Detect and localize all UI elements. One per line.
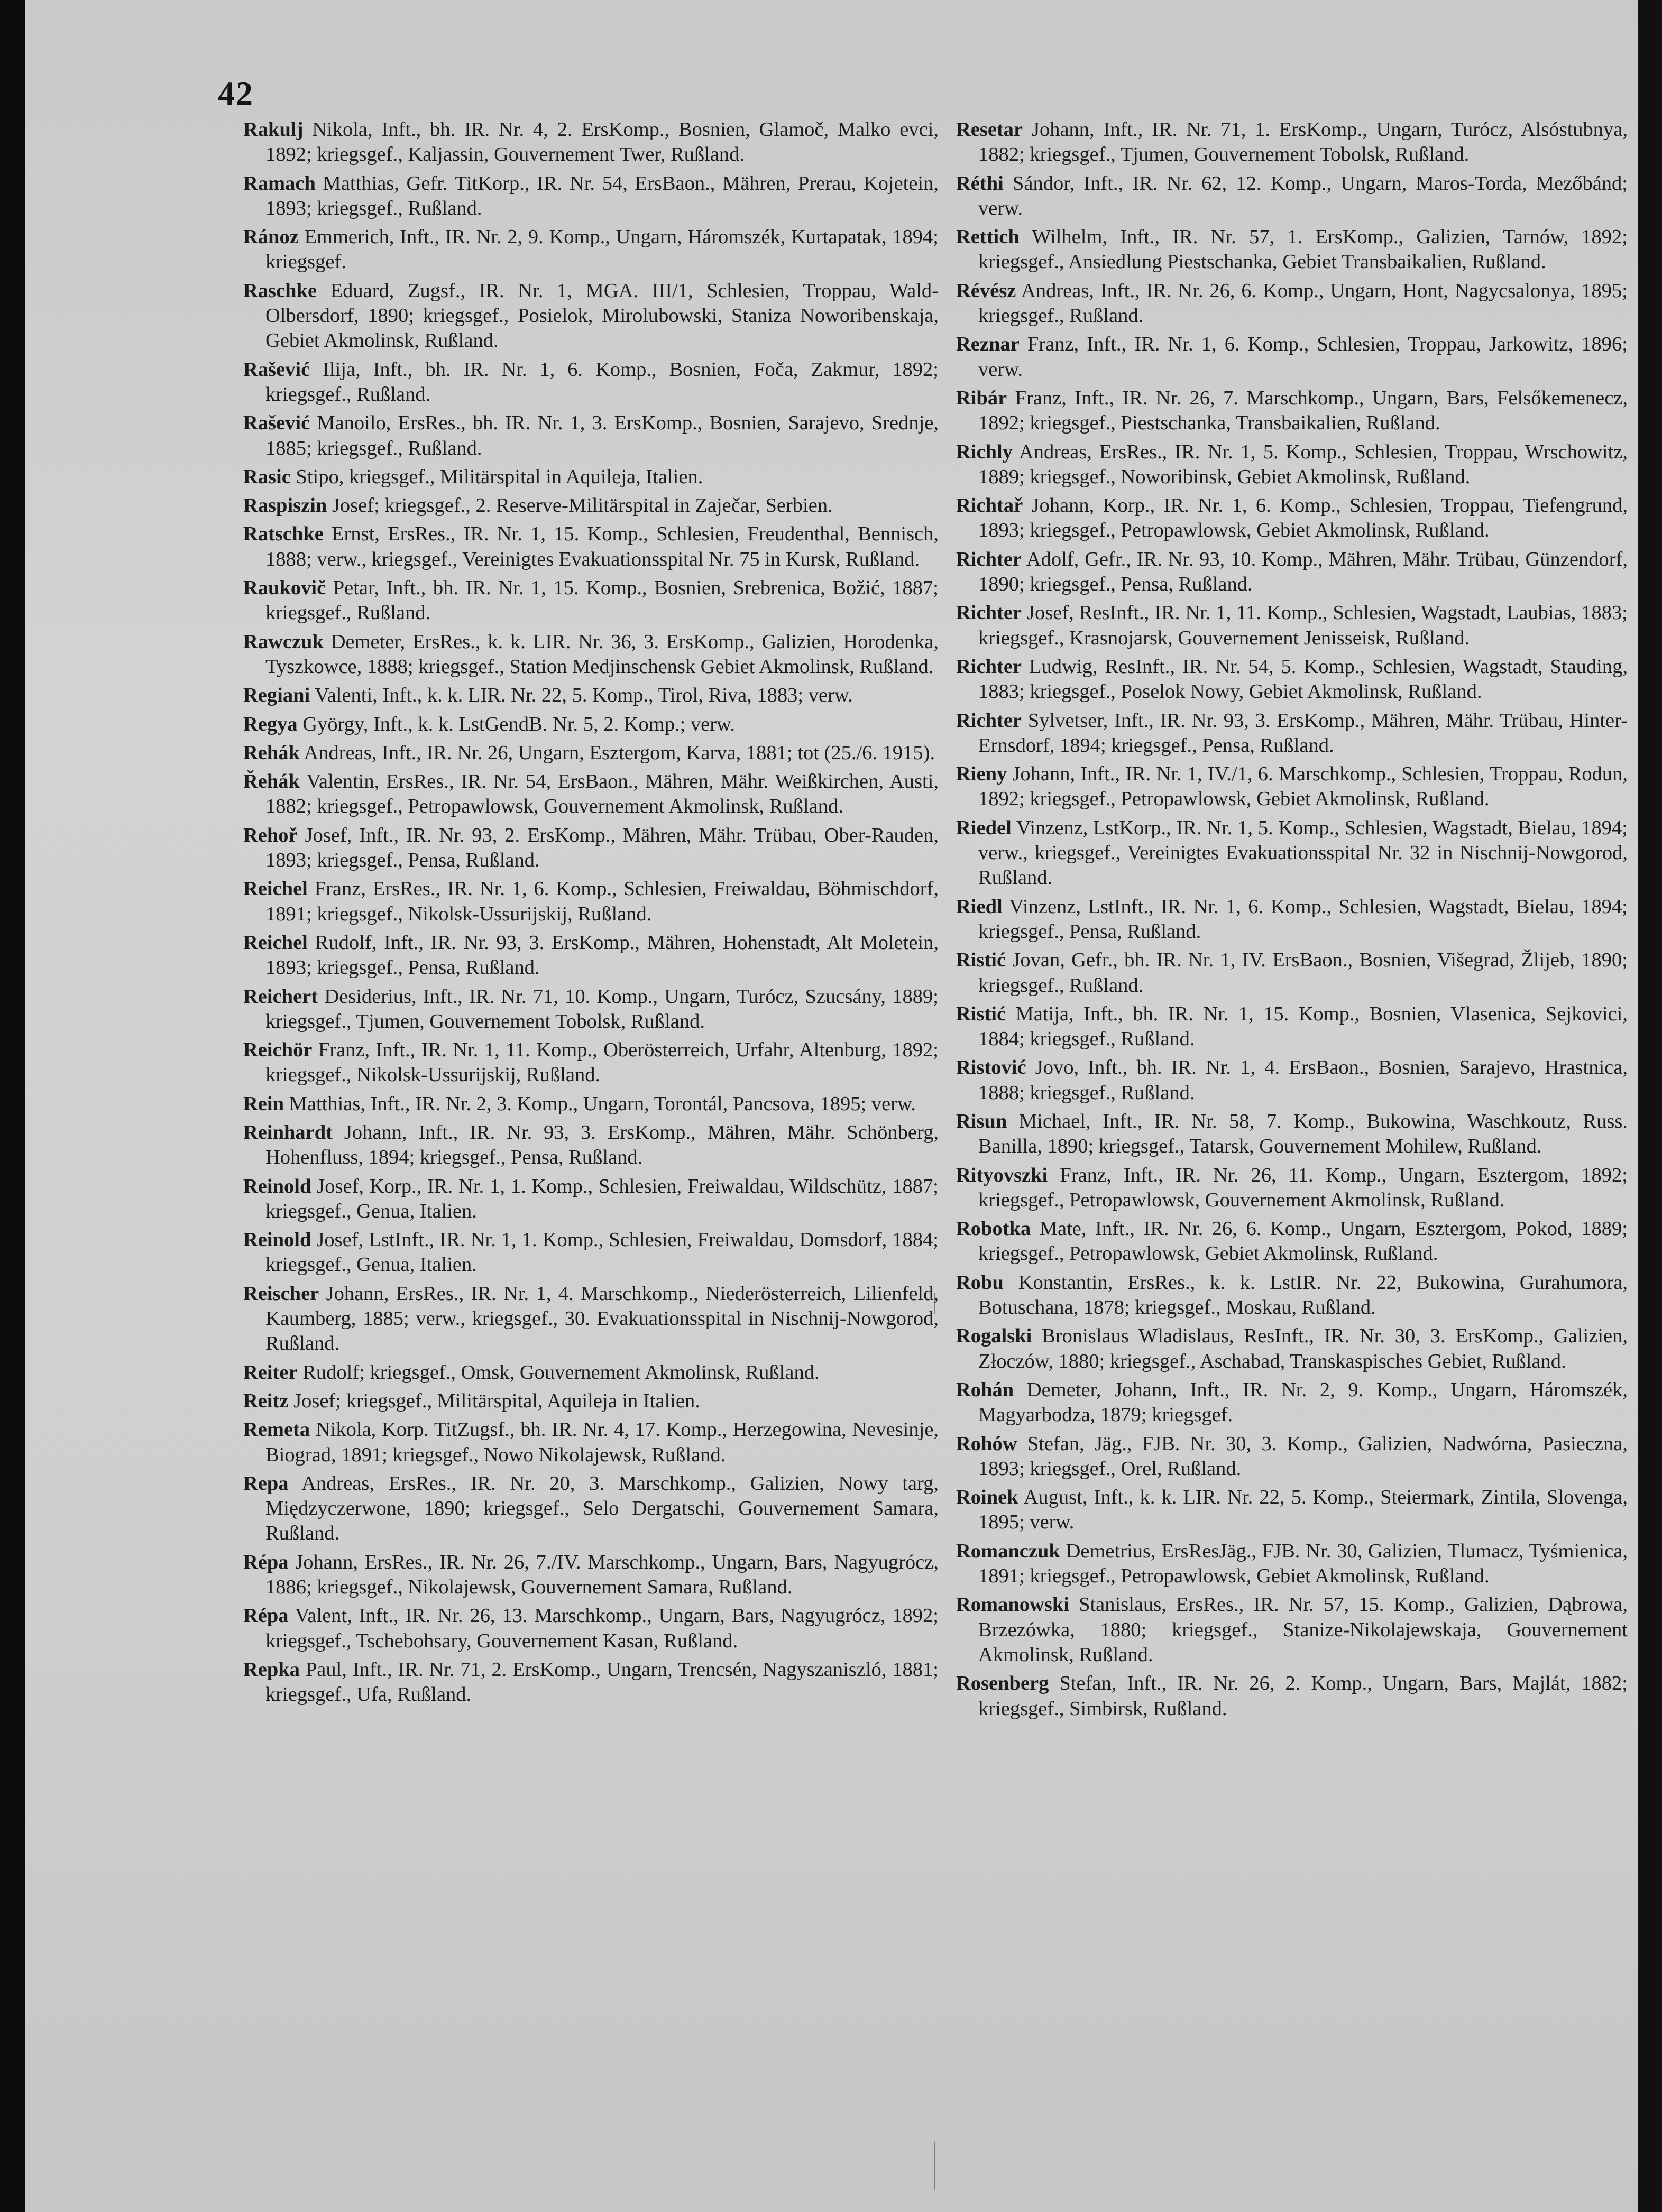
register-entry (956, 1270, 1628, 1321)
entry-details: Paul, Inft., IR. Nr. 71, 2. ErsKomp., Ungarn, Trencsén, Nagyszaniszló, 1881; kriegsgef., Ufa, Rußland. (265, 1658, 939, 1706)
register-entry (956, 117, 1628, 168)
entry-surname: Richly (956, 440, 1013, 463)
register-entry (243, 769, 939, 819)
entry-details: Franz, Inft., IR. Nr. 1, 6. Komp., Schlesien, Troppau, Jarkowitz, 1896; verw. (978, 333, 1628, 381)
register-entry (956, 1216, 1628, 1267)
entry-surname: Regiani (243, 684, 310, 707)
entry-surname: Ramach (243, 172, 316, 195)
entry-details: Rudolf, Inft., IR. Nr. 93, 3. ErsKomp., Mähren, Hohenstadt, Alt Moletein, 1893; kriegsgef., Pensa, Rußland. (265, 931, 939, 979)
entry-surname: Reinhardt (243, 1121, 333, 1144)
register-entry (956, 171, 1628, 222)
entry-details: Johann, Inft., IR. Nr. 93, 3. ErsKomp., Mähren, Mähr. Schönberg, Hohenfluss, 1894; kriegsgef., Pensa, Rußland. (265, 1121, 939, 1169)
right-column (956, 117, 1628, 1725)
entry-surname: Rityovszki (956, 1164, 1048, 1186)
register-entry (243, 279, 939, 354)
register-entry (956, 655, 1628, 705)
entry-details: Vinzenz, LstKorp., IR. Nr. 1, 5. Komp., Schlesien, Wagstadt, Bielau, 1894; verw., kriegsgef., Vereinigtes Evakuationsspital Nr. 32 in Nischnij-Nowgorod, Rußland. (978, 816, 1628, 889)
entry-details: Demeter, ErsRes., k. k. LIR. Nr. 36, 3. ErsKomp., Galizien, Horodenka, Tyszkowce, 1888; kriegsgef., Station Medjinschensk Gebiet Akmolinsk, Rußland. (265, 630, 939, 678)
entry-surname: Repka (243, 1658, 300, 1681)
entry-details: Nikola, Korp. TitZugsf., bh. IR. Nr. 4, 17. Komp., Herzegowina, Nevesinje, Biograd, 1891; kriegsgef., Nowo Nikolajewsk, Rußland. (265, 1418, 939, 1466)
entry-surname: Ristović (956, 1056, 1026, 1079)
entry-details: Bronislaus Wladislaus, ResInft., IR. Nr. 30, 3. ErsKomp., Galizien, Złoczów, 1880; kriegsgef., Aschabad, Transkaspisches Gebiet, Rußland. (978, 1325, 1628, 1372)
entry-details: György, Inft., k. k. LstGendB. Nr. 5, 2. Komp.; verw. (297, 713, 735, 735)
entry-details: August, Inft., k. k. LIR. Nr. 22, 5. Komp., Steiermark, Zintila, Slovenga, 1895; verw. (978, 1486, 1628, 1534)
entry-details: Adolf, Gefr., IR. Nr. 93, 10. Komp., Mähren, Mähr. Trübau, Günzendorf, 1890; kriegsgef., Pensa, Rußland. (978, 548, 1628, 596)
entry-details: Matija, Inft., bh. IR. Nr. 1, 15. Komp., Bosnien, Vlasenica, Sejkovici, 1884; kriegsgef., Rußland. (978, 1002, 1628, 1050)
register-entry (956, 1592, 1628, 1667)
entry-surname: Révész (956, 279, 1016, 302)
register-entry (243, 1417, 939, 1468)
register-entry (243, 877, 939, 927)
entry-details: Johann, Korp., IR. Nr. 1, 6. Komp., Schlesien, Troppau, Tiefengrund, 1893; kriegsgef., Petropawlowsk, Gebiet Akmolinsk, Rußland. (978, 494, 1628, 542)
register-entry (243, 683, 939, 708)
entry-surname: Répa (243, 1551, 289, 1573)
register-entry (956, 493, 1628, 543)
entry-details: Franz, Inft., IR. Nr. 26, 7. Marschkomp., Ungarn, Bars, Felsőkemenecz, 1892; kriegsgef., Piestschanka, Transbaikalien, Rußland. (978, 386, 1628, 435)
entry-details: Wilhelm, Inft., IR. Nr. 57, 1. ErsKomp., Galizien, Tarnów, 1892; kriegsgef., Ansiedlung Piestschanka, Gebiet Transbaikalien, Rußland. (978, 226, 1628, 273)
entry-surname: Roinek (956, 1486, 1018, 1509)
entry-details: Valenti, Inft., k. k. LIR. Nr. 22, 5. Komp., Tirol, Riva, 1883; verw. (310, 684, 853, 707)
entry-details: Eduard, Zugsf., IR. Nr. 1, MGA. III/1, Schlesien, Troppau, Wald-Olbersdorf, 1890; kriegsgef., Posielok, Mirolubowski, Staniza Noworibenskaja, Gebiet Akmolinsk, Rußland. (265, 279, 939, 352)
entry-surname: Raukovič (243, 577, 326, 600)
register-entry (243, 411, 939, 461)
entry-surname: Répa (243, 1605, 289, 1627)
register-entry (956, 547, 1628, 597)
entry-surname: Reischer (243, 1282, 319, 1305)
entry-details: Nikola, Inft., bh. IR. Nr. 4, 2. ErsKomp., Bosnien, Glamoč, Malko evci, 1892; kriegsgef., Kaljassin, Gouvernement Twer, Rußland. (265, 118, 939, 166)
entry-details: Jovan, Gefr., bh. IR. Nr. 1, IV. ErsBaon., Bosnien, Višegrad, Žlijeb, 1890; kriegsgef., Rußland. (978, 949, 1628, 997)
entry-surname: Rohán (956, 1378, 1014, 1401)
entry-surname: Resetar (956, 118, 1023, 141)
entry-details: Ernst, ErsRes., IR. Nr. 1, 15. Komp., Schlesien, Freudenthal, Bennisch, 1888; verw., kriegsgef., Vereinigtes Evakuationsspital Nr. 75 in Kursk, Rußland. (265, 523, 939, 570)
entry-details: Stipo, kriegsgef., Militärspital in Aquileja, Italien. (290, 465, 703, 488)
entry-surname: Řehák (243, 770, 300, 793)
entry-surname: Richter (956, 548, 1022, 570)
entry-details: Ludwig, ResInft., IR. Nr. 54, 5. Komp., Schlesien, Wagstadt, Stauding, 1883; kriegsgef., Poselok Nowy, Gebiet Akmolinsk, Rußland. (978, 655, 1628, 703)
entry-details: Josef; kriegsgef., Militärspital, Aquileja in Italien. (288, 1389, 700, 1412)
entry-details: Matthias, Gefr. TitKorp., IR. Nr. 54, ErsBaon., Mähren, Prerau, Kojetein, 1893; kriegsgef., Rußland. (265, 172, 939, 219)
entry-details: Johann, Inft., IR. Nr. 71, 1. ErsKomp., Ungarn, Turócz, Alsóstubnya, 1882; kriegsgef., Tjumen, Gouvernement Tobolsk, Rußland. (978, 118, 1628, 166)
entry-details: Josef, LstInft., IR. Nr. 1, 1. Komp., Schlesien, Freiwaldau, Domsdorf, 1884; kriegsgef., Genua, Italien. (265, 1229, 939, 1276)
register-entry (956, 1055, 1628, 1105)
register-entry (243, 117, 939, 168)
entry-surname: Risun (956, 1110, 1007, 1132)
entry-details: Sylvetser, Inft., IR. Nr. 93, 3. ErsKomp., Mähren, Mähr. Trübau, Hinter-Ernsdorf, 1894; kriegsgef., Pensa, Rußland. (978, 709, 1628, 757)
entry-details: Emmerich, Inft., IR. Nr. 2, 9. Komp., Ungarn, Háromszék, Kurtapatak, 1894; kriegsgef. (265, 226, 939, 273)
entry-details: Josef; kriegsgef., 2. Reserve-Militärspital in Zaječar, Serbien. (327, 494, 833, 517)
entry-details: Petar, Inft., bh. IR. Nr. 1, 15. Komp., Bosnien, Srebrenica, Božić, 1887; kriegsgef., Rußland. (265, 577, 939, 624)
entry-surname: Raspiszin (243, 494, 327, 517)
entry-details: Johann, ErsRes., IR. Nr. 1, 4. Marschkomp., Niederösterreich, Lilienfeld, Kaumberg, 1885; verw., kriegsgef., 30. Evakuationsspital in Nischnij-Nowgorod, Rußland. (265, 1282, 939, 1355)
register-entry (956, 279, 1628, 329)
register-entry (243, 1228, 939, 1278)
entry-surname: Rosenberg (956, 1672, 1049, 1695)
entry-details: Matthias, Inft., IR. Nr. 2, 3. Komp., Ungarn, Torontál, Pancsova, 1895; verw. (284, 1092, 916, 1115)
column-rule (934, 2142, 935, 2190)
entry-details: Stefan, Inft., IR. Nr. 26, 2. Komp., Ungarn, Bars, Majlát, 1882; kriegsgef., Simbirsk, Rußland. (978, 1672, 1628, 1720)
register-entry (243, 1471, 939, 1546)
entry-details: Desiderius, Inft., IR. Nr. 71, 10. Komp., Ungarn, Turócz, Szucsány, 1889; kriegsgef., Tjumen, Gouvernement Tobolsk, Rußland. (265, 985, 939, 1033)
register-entry (243, 712, 939, 737)
register-entry (243, 930, 939, 981)
register-entry (243, 741, 939, 766)
entry-details: Valent, Inft., IR. Nr. 26, 13. Marschkomp., Ungarn, Bars, Nagyugrócz, 1892; kriegsgef., Tschebohsary, Gouvernement Kasan, Rußland. (265, 1605, 939, 1652)
entry-details: Stanislaus, ErsRes., IR. Nr. 57, 15. Komp., Galizien, Dąbrowa, Brzezówka, 1880; kriegsgef., Stanize-Nikolajewskaja, Gouvernement Akmolinsk, Rußland. (978, 1593, 1628, 1666)
entry-surname: Rein (243, 1092, 284, 1115)
entry-details: Stefan, Jäg., FJB. Nr. 30, 3. Komp., Galizien, Nadwórna, Pasieczna, 1893; kriegsgef., Orel, Rußland. (978, 1432, 1628, 1480)
page-number: 42 (218, 75, 254, 112)
entry-surname: Richter (956, 709, 1022, 732)
register-entry (243, 1389, 939, 1414)
register-entry (243, 1603, 939, 1654)
entry-details: Demetrius, ErsResJäg., FJB. Nr. 30, Galizien, Tlumacz, Tyśmienica, 1891; kriegsgef., Petropawlowsk, Gebiet Akmolinsk, Rußland. (978, 1540, 1628, 1588)
register-entry (243, 1038, 939, 1088)
entry-details: Valentin, ErsRes., IR. Nr. 54, ErsBaon., Mähren, Mähr. Weißkirchen, Austi, 1882; kriegsgef., Petropawlowsk, Gouvernement Akmolinsk, Rußland. (265, 770, 939, 818)
entry-surname: Rogalski (956, 1325, 1032, 1348)
register-entry (243, 1174, 939, 1224)
entry-surname: Reinold (243, 1175, 311, 1197)
entry-surname: Reichel (243, 931, 308, 954)
entry-surname: Rettich (956, 226, 1020, 248)
register-entry (243, 225, 939, 275)
register-entry (243, 357, 939, 408)
entry-surname: Reznar (956, 333, 1020, 356)
entry-details: Josef, Inft., IR. Nr. 93, 2. ErsKomp., Mähren, Mähr. Trübau, Ober-Rauden, 1893; kriegsgef., Pensa, Rußland. (265, 824, 939, 872)
entry-details: Johann, Inft., IR. Nr. 1, IV./1, 6. Marschkomp., Schlesien, Troppau, Rodun, 1892; kriegsgef., Petropawlowsk, Gebiet Akmolinsk, Rußland. (978, 763, 1628, 810)
entry-details: Andreas, Inft., IR. Nr. 26, Ungarn, Esztergom, Karva, 1881; tot (25./6. 1915). (299, 741, 935, 764)
register-entry (243, 1657, 939, 1708)
entry-surname: Reiter (243, 1361, 298, 1384)
register-entry (243, 1120, 939, 1170)
register-entry (243, 576, 939, 626)
entry-surname: Rawczuk (243, 630, 324, 653)
register-entry (956, 386, 1628, 436)
entry-details: Sándor, Inft., IR. Nr. 62, 12. Komp., Ungarn, Maros-Torda, Mezőbánd; verw. (978, 172, 1628, 219)
register-entry (956, 1324, 1628, 1374)
entry-surname: Reichert (243, 985, 318, 1008)
entry-details: Manoilo, ErsRes., bh. IR. Nr. 1, 3. ErsKomp., Bosnien, Sarajevo, Srednje, 1885; kriegsgef., Rußland. (265, 412, 939, 459)
entry-details: Demeter, Johann, Inft., IR. Nr. 2, 9. Komp., Ungarn, Háromszék, Magyarbodza, 1879; kriegsgef. (978, 1378, 1628, 1426)
entry-surname: Rieny (956, 763, 1007, 786)
entry-surname: Riedl (956, 895, 1003, 918)
entry-details: Johann, ErsRes., IR. Nr. 26, 7./IV. Marschkomp., Ungarn, Bars, Nagyugrócz, 1886; kriegsgef., Nikolajewsk, Gouvernement Samara, Rußland. (265, 1551, 939, 1599)
entry-surname: Reinold (243, 1229, 311, 1251)
register-entry (243, 984, 939, 1035)
entry-surname: Rašević (243, 412, 310, 435)
entry-surname: Ratschke (243, 523, 324, 546)
entry-details: Michael, Inft., IR. Nr. 58, 7. Komp., Bukowina, Waschkoutz, Russ. Banilla, 1890; kriegsgef., Tatarsk, Gouvernement Mohilew, Rußland. (978, 1110, 1628, 1158)
entry-surname: Rehoř (243, 824, 298, 846)
register-entry (956, 1671, 1628, 1721)
register-entry (956, 895, 1628, 945)
register-entry (956, 1432, 1628, 1482)
entry-surname: Regya (243, 713, 298, 735)
entry-surname: Rakulj (243, 118, 304, 141)
register-entry (243, 1092, 939, 1117)
entry-surname: Reichör (243, 1039, 313, 1062)
register-entry (956, 708, 1628, 759)
entry-surname: Réthi (956, 172, 1004, 195)
entry-details: Franz, ErsRes., IR. Nr. 1, 6. Komp., Schlesien, Freiwaldau, Böhmischdorf, 1891; kriegsgef., Nikolsk-Ussurijskij, Rußland. (265, 878, 939, 925)
register-entry (956, 332, 1628, 382)
entry-surname: Rašević (243, 358, 310, 381)
entry-details: Franz, Inft., IR. Nr. 1, 11. Komp., Oberösterreich, Urfahr, Altenburg, 1892; kriegsgef., Nikolsk-Ussurijskij, Rußland. (265, 1039, 939, 1086)
entry-details: Andreas, ErsRes., IR. Nr. 20, 3. Marschkomp., Galizien, Nowy targ, Międzyczerwone, 1890; kriegsgef., Selo Dergatschi, Gouvernement Samara, Rußland. (265, 1472, 939, 1545)
register-entry (956, 762, 1628, 812)
register-entry (956, 1109, 1628, 1159)
entry-details: Josef, ResInft., IR. Nr. 1, 11. Komp., Schlesien, Wagstadt, Laubias, 1883; kriegsgef., Krasnojarsk, Gouvernement Jenisseisk, Rußland. (978, 602, 1628, 649)
entry-surname: Reichel (243, 878, 308, 900)
entry-surname: Ránoz (243, 226, 299, 248)
entry-surname: Richtař (956, 494, 1023, 517)
register-entry (243, 171, 939, 222)
entry-surname: Richter (956, 655, 1022, 678)
register-entry (956, 1163, 1628, 1213)
register-entry (956, 1378, 1628, 1428)
register-entry (243, 630, 939, 680)
register-entry (956, 601, 1628, 651)
entry-details: Andreas, ErsRes., IR. Nr. 1, 5. Komp., Schlesien, Troppau, Wrschowitz, 1889; kriegsgef., Noworibinsk, Gebiet Akmolinsk, Rußland. (978, 440, 1628, 488)
register-entry (243, 1282, 939, 1357)
entry-details: Jovo, Inft., bh. IR. Nr. 1, 4. ErsBaon., Bosnien, Sarajevo, Hrastnica, 1888; kriegsgef., Rußland. (978, 1056, 1628, 1104)
register-entry (243, 823, 939, 873)
entry-details: Vinzenz, LstInft., IR. Nr. 1, 6. Komp., Schlesien, Wagstadt, Bielau, 1894; kriegsgef., Pensa, Rußland. (978, 895, 1628, 943)
entry-surname: Ribár (956, 386, 1007, 409)
entry-surname: Raschke (243, 279, 317, 302)
entry-details: Konstantin, ErsRes., k. k. LstIR. Nr. 22, Bukowina, Gurahumora, Botuschana, 1878; kriegsgef., Moskau, Rußland. (978, 1271, 1628, 1319)
register-entry (243, 1550, 939, 1600)
entry-details: Rudolf; kriegsgef., Omsk, Gouvernement Akmolinsk, Rußland. (297, 1361, 820, 1384)
left-column (243, 117, 939, 1711)
entry-surname: Reitz (243, 1389, 289, 1412)
register-entry (956, 440, 1628, 490)
entry-surname: Romanowski (956, 1593, 1069, 1616)
register-entry (956, 1002, 1628, 1052)
register-entry (956, 816, 1628, 891)
register-entry (956, 225, 1628, 275)
entry-surname: Remeta (243, 1418, 310, 1441)
register-entry (956, 1485, 1628, 1535)
entry-surname: Riedel (956, 816, 1012, 839)
entry-surname: Rehák (243, 741, 300, 764)
register-entry (243, 1360, 939, 1385)
entry-surname: Rasic (243, 465, 291, 488)
entry-surname: Ristić (956, 949, 1006, 972)
entry-surname: Robotka (956, 1218, 1031, 1240)
entry-details: Ilija, Inft., bh. IR. Nr. 1, 6. Komp., Bosnien, Foča, Zakmur, 1892; kriegsgef., Rußland. (265, 358, 939, 405)
entry-details: Franz, Inft., IR. Nr. 26, 11. Komp., Ungarn, Esztergom, 1892; kriegsgef., Petropawlowsk, Gouvernement Akmolinsk, Rußland. (978, 1164, 1628, 1211)
register-entry (243, 493, 939, 518)
entry-details: Andreas, Inft., IR. Nr. 26, 6. Komp., Ungarn, Hont, Nagycsalonya, 1895; kriegsgef., Rußland. (978, 279, 1628, 327)
register-entry (243, 522, 939, 572)
entry-details: Josef, Korp., IR. Nr. 1, 1. Komp., Schlesien, Freiwaldau, Wildschütz, 1887; kriegsgef., Genua, Italien. (265, 1175, 939, 1222)
entry-surname: Romanczuk (956, 1540, 1060, 1562)
entry-surname: Richter (956, 602, 1022, 624)
scan-border-right (1638, 0, 1662, 2212)
entry-details: Mate, Inft., IR. Nr. 26, 6. Komp., Ungarn, Esztergom, Pokod, 1889; kriegsgef., Petropawlowsk, Gebiet Akmolinsk, Rußland. (978, 1218, 1628, 1265)
entry-surname: Repa (243, 1472, 289, 1495)
entry-surname: Ristić (956, 1002, 1006, 1025)
entry-surname: Robu (956, 1271, 1004, 1294)
register-entry (243, 465, 939, 490)
entry-surname: Rohów (956, 1432, 1017, 1455)
register-entry (956, 1539, 1628, 1589)
register-entry (956, 948, 1628, 998)
